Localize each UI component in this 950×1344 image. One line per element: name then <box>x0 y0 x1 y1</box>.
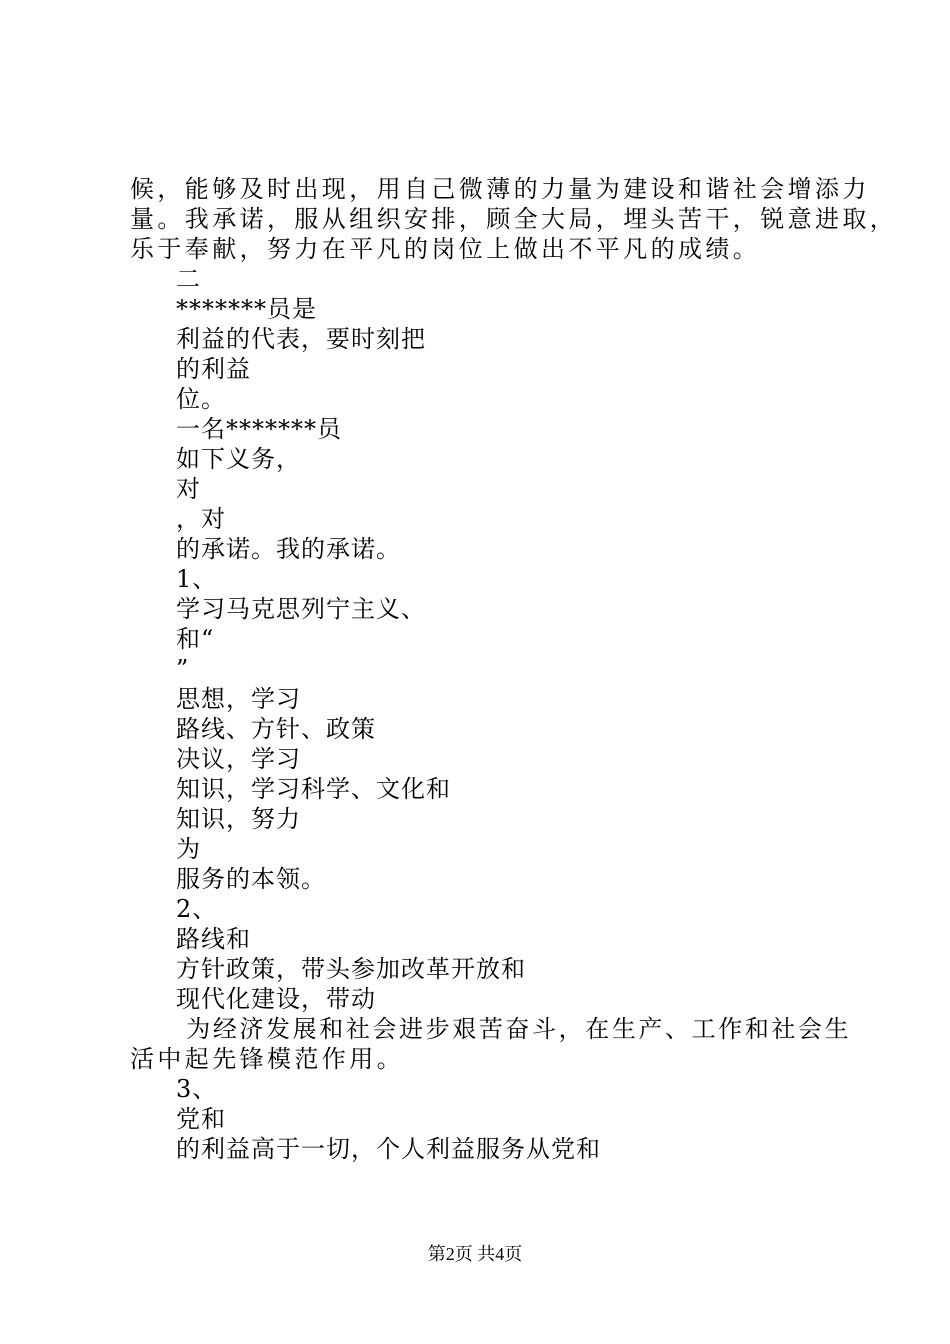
text-line: 的利益 <box>176 355 251 383</box>
text-line: 的利益高于一切，个人利益服务从党和 <box>176 1135 601 1163</box>
text-line: 为 <box>176 835 201 863</box>
text-line: ，对 <box>176 505 226 533</box>
text-line: 思想，学习 <box>176 685 301 713</box>
text-line: 二 <box>176 265 201 293</box>
text-line: 量。我承诺，服从组织安排，顾全大局，埋头苦干，锐意进取， <box>130 205 898 233</box>
text-line: 为经济发展和社会进步艰苦奋斗，在生产、工作和社会生 <box>176 1015 852 1043</box>
text-line: 候，能够及时出现，用自己微薄的力量为建设和谐社会增添力 <box>130 175 870 203</box>
text-line: 2、 <box>176 895 218 923</box>
text-line: 党和 <box>176 1105 226 1133</box>
text-line: 活中起先锋模范作用。 <box>130 1045 404 1073</box>
document-body <box>130 174 898 1164</box>
text-line: 和“ <box>176 625 215 653</box>
text-line: 对 <box>176 475 201 503</box>
text-line: 方针政策，带头参加改革开放和 <box>176 955 526 983</box>
text-line: 知识，努力 <box>176 805 301 833</box>
text-line: 学习马克思列宁主义、 <box>176 595 426 623</box>
text-line: 知识，学习科学、文化和 <box>176 775 451 803</box>
text-line: 3、 <box>176 1075 218 1103</box>
text-line: 位。 <box>176 385 226 413</box>
text-line: 一名*******员 <box>176 415 342 443</box>
text-line: 如下义务， <box>176 445 301 473</box>
text-line: 决议，学习 <box>176 745 301 773</box>
text-line: 路线、方针、政策 <box>176 715 376 743</box>
text-line: 现代化建设，带动 <box>176 985 376 1013</box>
text-line: 乐于奉献，努力在平凡的岗位上做出不平凡的成绩。 <box>130 235 761 263</box>
text-line: *******员是 <box>176 295 317 323</box>
text-line: 服务的本领。 <box>176 865 326 893</box>
text-line: 1、 <box>176 565 218 593</box>
text-line: 利益的代表，要时刻把 <box>176 325 426 353</box>
text-line: ” <box>176 655 190 683</box>
text-line: 路线和 <box>176 925 251 953</box>
text-line: 的承诺。我的承诺。 <box>176 535 401 563</box>
page-footer: 第2页 共4页 <box>427 1244 523 1264</box>
